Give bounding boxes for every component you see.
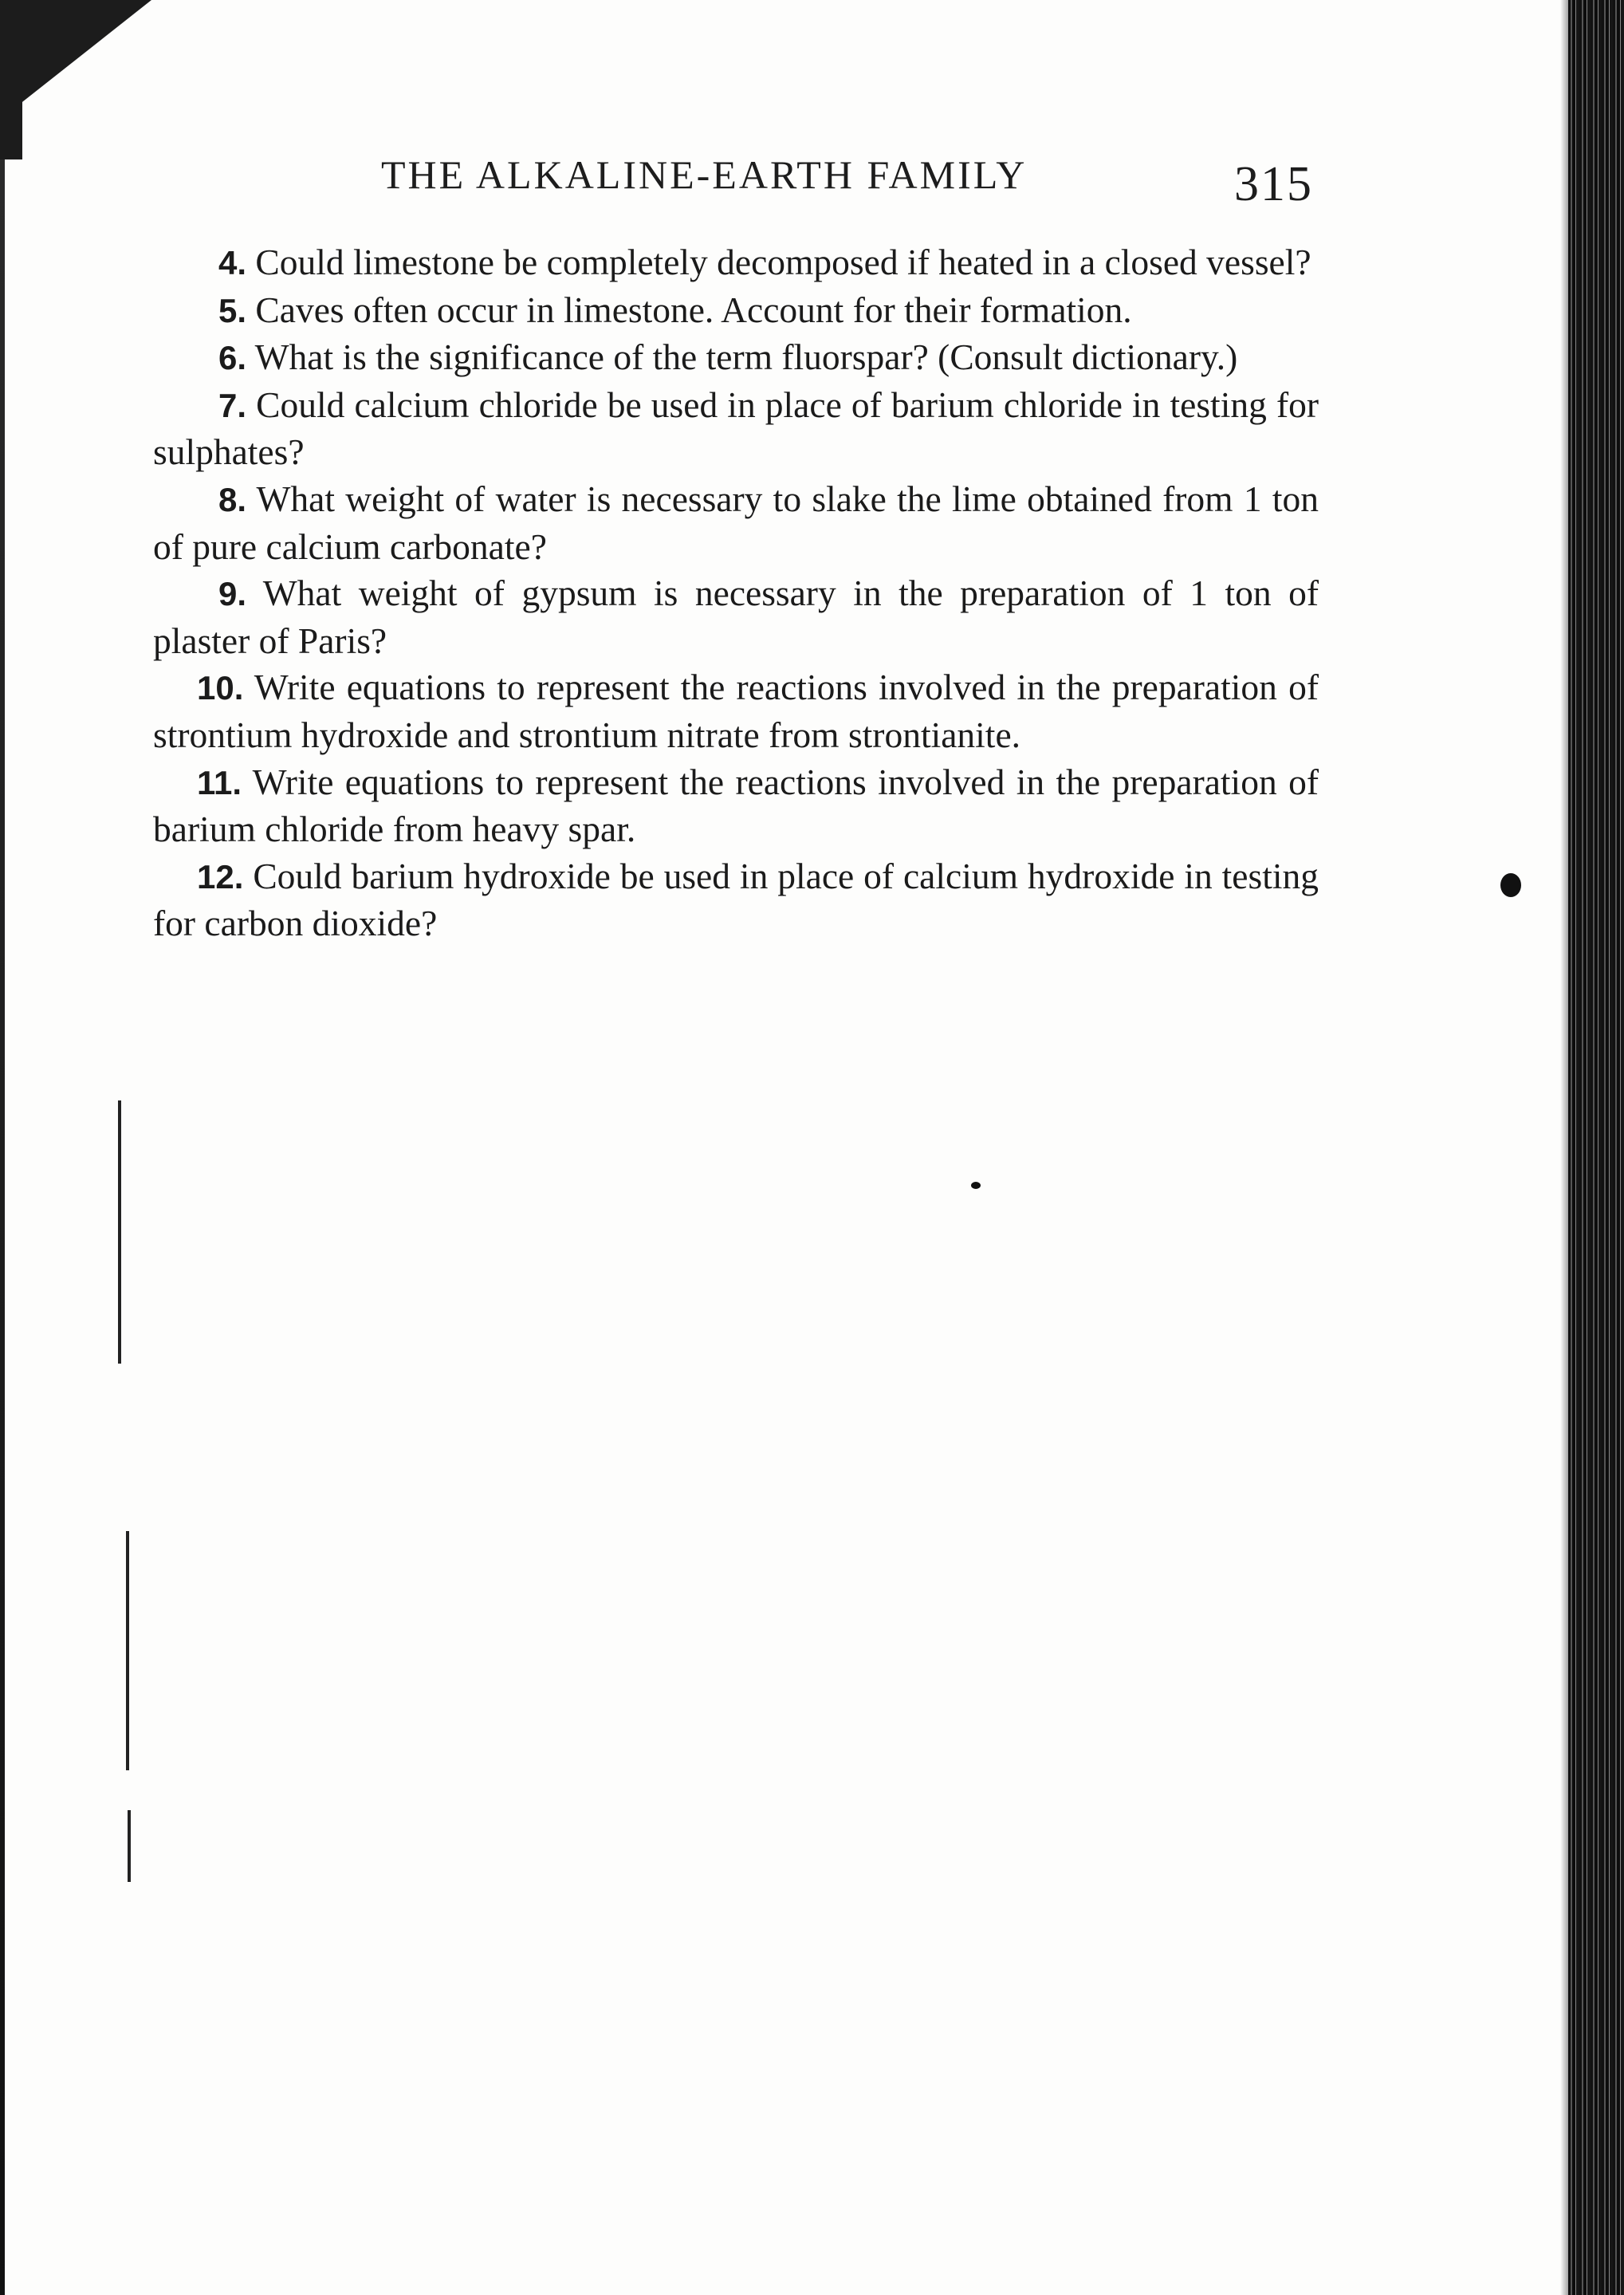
exercise-text: Could barium hydroxide be used in place of calcium hydroxide in testing for carbon dioxide? bbox=[153, 855, 1319, 944]
exercise-item bbox=[153, 382, 1319, 476]
scan-left-mark bbox=[126, 1531, 129, 1770]
scan-corner-shadow-edge bbox=[0, 0, 22, 159]
exercise-item bbox=[153, 476, 1319, 570]
running-header-title: THE ALKALINE-EARTH FAMILY bbox=[381, 152, 1028, 197]
exercise-item bbox=[153, 239, 1319, 287]
scan-left-mark bbox=[128, 1810, 131, 1882]
exercise-number: 12. bbox=[197, 857, 244, 896]
exercise-text: What weight of water is necessary to slake the lime obtained from 1 ton of pure calcium carbonate? bbox=[153, 478, 1319, 567]
scan-ink-spot bbox=[1500, 873, 1521, 897]
exercise-text: Write equations to represent the reactions involved in the preparation of strontium hydroxide and strontium nitrate from strontianite. bbox=[153, 667, 1319, 755]
exercise-list bbox=[153, 239, 1319, 947]
exercise-number: 10. bbox=[197, 669, 244, 707]
exercise-number: 4. bbox=[218, 244, 247, 281]
exercise-number: 11. bbox=[197, 763, 242, 801]
exercise-text: What is the significance of the term fluorspar? (Consult dictionary.) bbox=[246, 337, 1238, 378]
exercise-number: 6. bbox=[218, 339, 247, 377]
exercise-item bbox=[153, 287, 1319, 335]
exercise-text: Could calcium chloride be used in place of barium chloride in testing for sulphates? bbox=[153, 384, 1319, 473]
exercise-number: 8. bbox=[218, 480, 247, 518]
scan-spine-shadow bbox=[1560, 0, 1568, 2295]
exercise-number: 7. bbox=[218, 386, 247, 424]
page-number: 315 bbox=[1234, 157, 1313, 211]
exercise-item bbox=[153, 570, 1319, 664]
scan-corner-shadow bbox=[0, 0, 151, 120]
exercise-number: 9. bbox=[218, 575, 247, 613]
exercise-item bbox=[153, 334, 1319, 382]
exercise-text: Could limestone be completely decomposed if heated in a closed vessel? bbox=[246, 242, 1311, 282]
scan-ink-spot bbox=[971, 1182, 981, 1189]
exercise-text: What weight of gypsum is necessary in the preparation of 1 ton of plaster of Paris? bbox=[153, 573, 1319, 661]
scan-book-spine bbox=[1568, 0, 1624, 2295]
exercise-item bbox=[153, 853, 1319, 947]
exercise-text: Caves often occur in limestone. Account for their formation. bbox=[246, 289, 1132, 330]
scan-left-edge bbox=[0, 159, 5, 2295]
exercise-item bbox=[153, 664, 1319, 758]
exercise-number: 5. bbox=[218, 291, 247, 329]
scan-left-mark bbox=[118, 1100, 121, 1364]
exercise-item bbox=[153, 759, 1319, 853]
exercise-text: Write equations to represent the reactions involved in the preparation of barium chloride from heavy spar. bbox=[153, 761, 1319, 850]
